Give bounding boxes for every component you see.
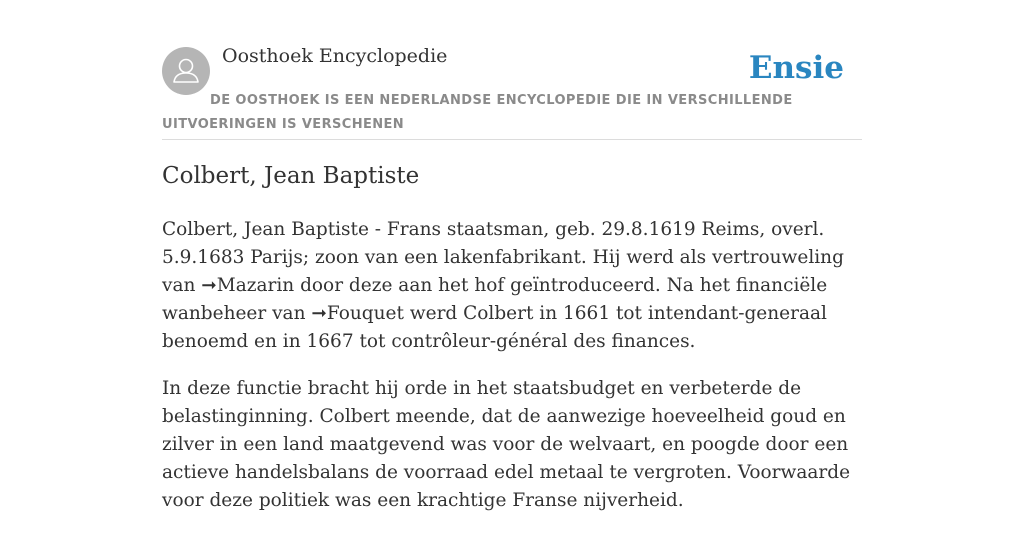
site-tagline: DE OOSTHOEK IS EEN NEDERLANDSE ENCYCLOPEDIE DIE IN VERSCHILLENDE UITVOERINGEN IS VERSCHENEN (162, 93, 793, 132)
article-body (162, 216, 862, 534)
page-container (162, 0, 862, 511)
article-paragraph: In deze functie bracht hij orde in het staatsbudget en verbeterde de belastinginning. Colbert meende, dat de aanwezige hoeveelheid goud en zilver in een land maatgevend was voor de welvaart, en poogde door een actieve handelsbalans de voorraad edel metaal te vergroten. Voorwaarde voor deze politiek was een krachtige Franse nijverheid. (162, 378, 851, 511)
brand-logo[interactable]: Ensie (748, 50, 844, 86)
avatar[interactable] (162, 47, 210, 95)
article-paragraph: Colbert, Jean Baptiste - Frans staatsman, geb. 29.8.1619 Reims, overl. 5.9.1683 Parijs; zoon van een lakenfabrikant. Hij werd als vertrouweling van ➞Mazarin door deze aan het hof geïntroduceerd. Na het financiële wanbeheer van ➞Fouquet werd Colbert in 1661 tot intendant-generaal benoemd en in 1667 tot contrôleur-général des finances. (162, 219, 844, 352)
article-title: Colbert, Jean Baptiste (162, 163, 420, 189)
site-header (162, 0, 862, 140)
user-icon (162, 47, 210, 95)
site-name[interactable]: Oosthoek Encyclopedie (222, 45, 448, 67)
